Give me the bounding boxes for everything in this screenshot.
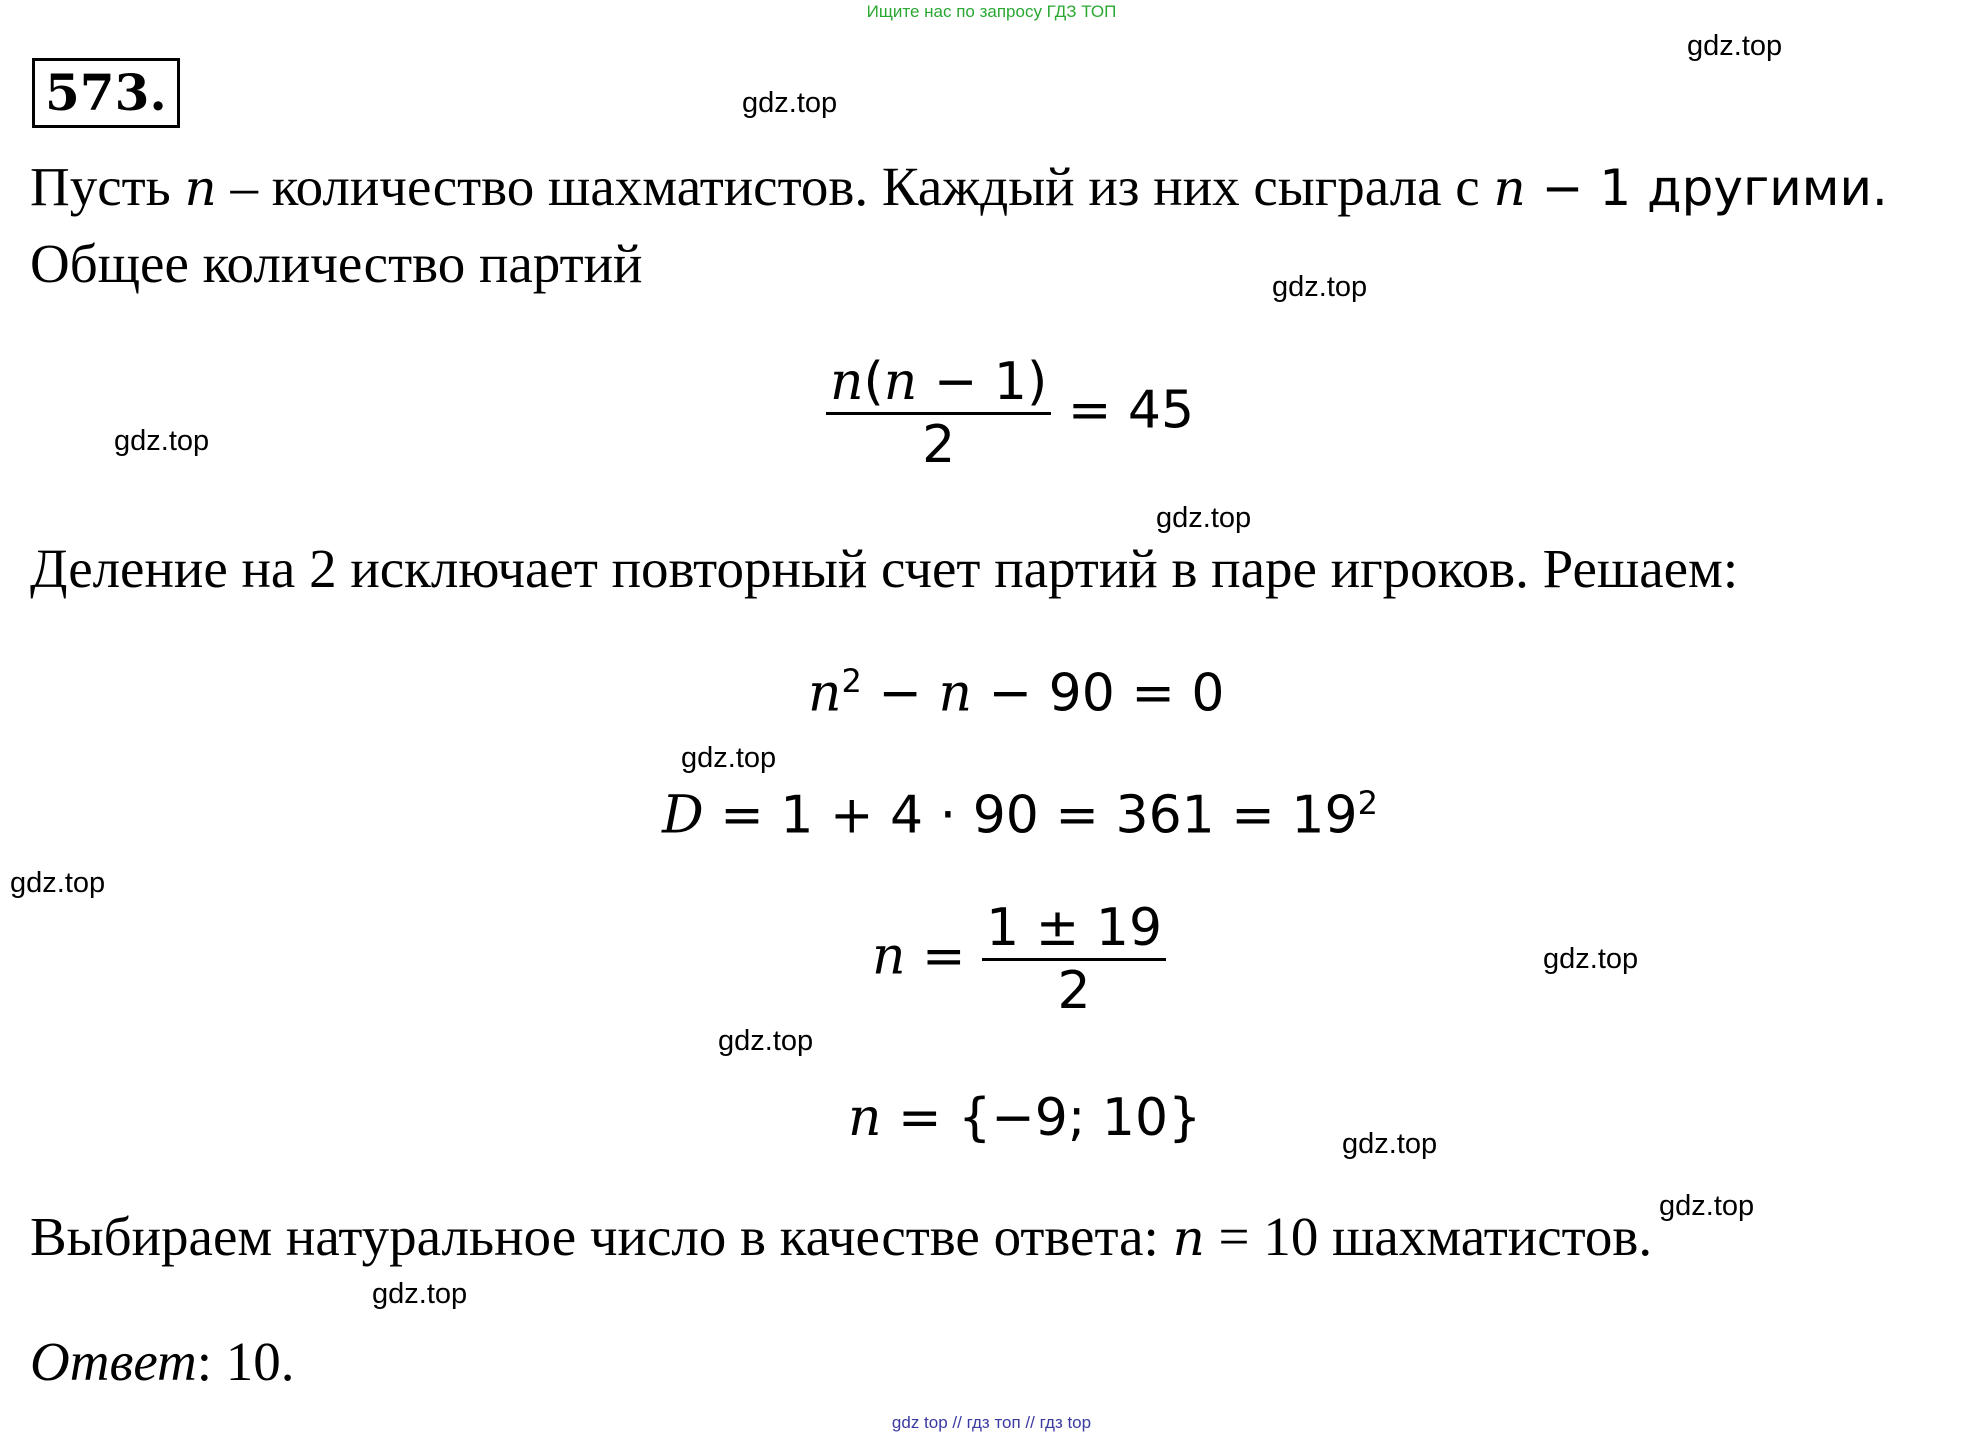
rhs: = 45 [1051,380,1195,441]
watermark: gdz.top [372,1278,468,1310]
statement-line-1 [30,155,1888,220]
watermark: gdz.top [1342,1128,1438,1160]
equation-discriminant: $D = 1 + 4 \cdot 90 = 361 = 19^2$ [662,784,1378,846]
watermark: gdz.top [10,867,106,899]
watermark: gdz.top [1659,1190,1755,1222]
watermark: gdz.top [1687,30,1783,62]
math-var: n [184,159,217,217]
watermark: gdz.top [1543,943,1639,975]
equation-roots: n = {−9; 10} [848,1088,1202,1148]
statement-line-3: Деление на 2 исключает повторный счет партий в паре игроков. Решаем: [30,538,1739,599]
top-banner: Ищите нас по запросу ГДЗ ТОП [866,2,1117,21]
denominator: 2 [922,415,956,475]
fraction [982,898,1166,1021]
text: = 10 шахматистов. [1204,1206,1653,1267]
statement-line-4 [30,1205,1652,1270]
watermark: gdz.top [114,425,210,457]
text: Выбираем натуральное число в качестве ответа: [30,1206,1173,1267]
fraction [826,352,1051,475]
text: – количество шахматистов. Каждый из них сыграла с [216,156,1494,217]
numerator: n(n − 1) [830,352,1048,412]
denominator: 2 [1057,961,1091,1021]
watermark: gdz.top [1272,271,1368,303]
equation-quadratic: $n^2 - n - 90 = 0$ [808,662,1225,724]
answer-line [30,1330,295,1394]
watermark: gdz.top [742,87,838,119]
answer-value: : 10. [196,1331,295,1392]
watermark: gdz.top [718,1025,814,1057]
text: Пусть [30,156,185,217]
watermark: gdz.top [681,742,777,774]
equation-games-count [826,352,1194,475]
problem-number: 573. [32,58,180,128]
equation-roots-formula: n = $\frac{1 \pm 19}{2}$ [872,898,1166,1021]
watermark: gdz.top [1156,502,1252,534]
numerator: 1 ± 19 [986,898,1163,958]
bottom-banner: gdz top // гдз топ // гдз top [891,1413,1092,1432]
statement-line-2: Общее количество партий [30,233,643,294]
answer-label: Ответ [30,1331,197,1392]
math-var: n [1172,1209,1205,1267]
math-expression: n − 1 другими. [1493,159,1888,217]
